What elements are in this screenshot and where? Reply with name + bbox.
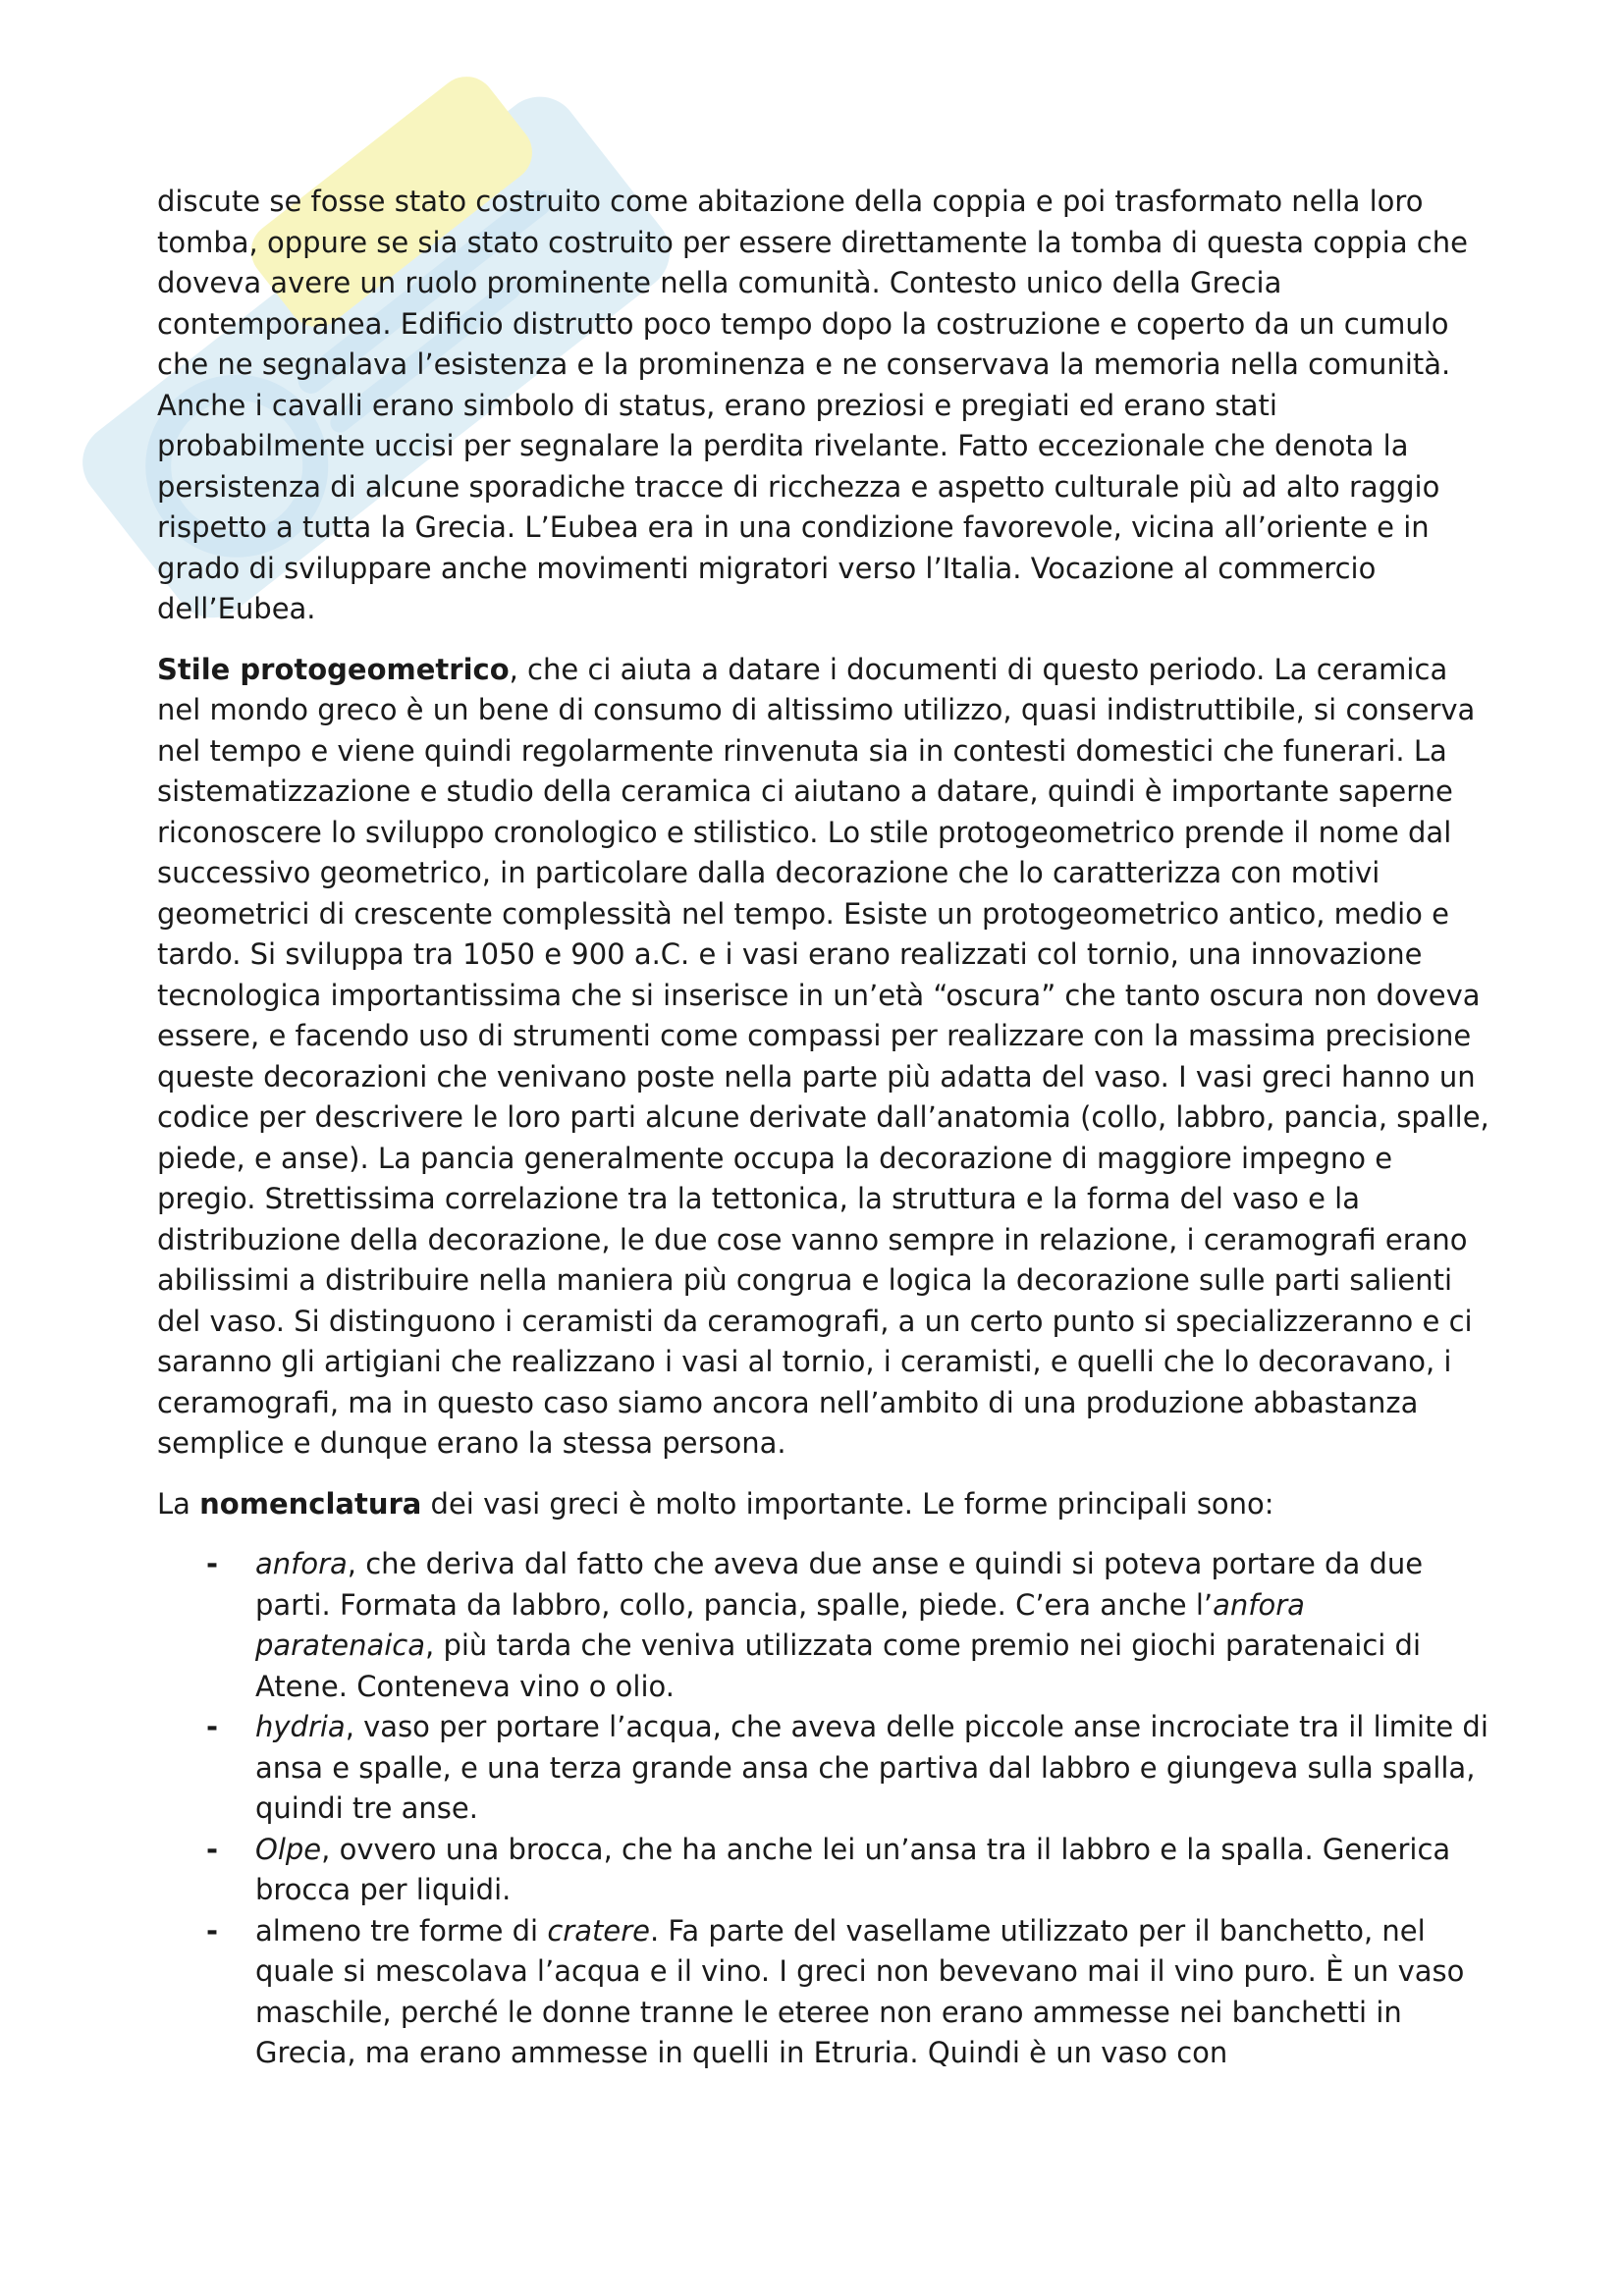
term-anfora: anfora <box>255 1547 348 1580</box>
item-text: , che deriva dal fatto che aveva due anse e quindi si poteva portare da due parti. Formata da labbro, collo, pancia, spalle, piede. C’era anche l’ <box>255 1547 1424 1622</box>
bullet-dash: - <box>206 1832 219 1866</box>
bullet-dash: - <box>206 1913 219 1948</box>
bullet-dash: - <box>206 1710 219 1743</box>
item-text: . Fa parte del vasellame utilizzato per il banchetto, nel quale si mescolava l’acqua e il vino. I greci non bevevano mai il vino puro. È un vaso maschile, perché le donne tranne le eteree non erano ammesse nei banchetti in Grecia, ma erano ammesse in quelli in Etruria. Quindi è un vaso con <box>255 1913 1465 2069</box>
term-olpe: Olpe <box>255 1832 322 1866</box>
nomenclatura-pre: La <box>157 1486 200 1521</box>
list-item-anfora <box>157 1544 1492 1707</box>
heading-nomenclatura: nomenclatura <box>199 1486 422 1521</box>
vase-forms-list <box>157 1544 1492 2074</box>
paragraph-stile-protogeometrico <box>157 650 1492 1465</box>
paragraph-stile-text: , che ci aiuta a datare i documenti di questo periodo. La ceramica nel mondo greco è un bene di consumo di altissimo utilizzo, quasi indistruttibile, si conserva nel tempo e viene quindi regolarmente rinvenuta sia in contesti domestici che funerari. La sistematizzazione e studio della ceramica ci aiutano a datare, quindi è importante saperne riconoscere lo sviluppo cronologico e stilistico. Lo stile protogeometrico prende il nome dal successivo geometrico, in particolare dalla decorazione che lo caratterizza con motivi geometrici di crescente complessità nel tempo. Esiste un protogeometrico antico, medio e tardo. Si sviluppa tra 1050 e 900 a.C. e i vasi erano realizzati col tornio, una innovazione tecnologica importantissima che si inserisce in un’età “oscura” che tanto oscura non doveva essere, e facendo uso di strumenti come compassi per realizzare con la massima precisione queste decorazioni che venivano poste nella parte più adatta del vaso. I vasi greci hanno un codice per descrivere le loro parti alcune derivate dall’anatomia (collo, labbro, pancia, spalle, piede, e anse). La pancia generalmente occupa la decorazione di maggiore impegno e pregio. Strettissima correlazione tra la tettonica, la struttura e la forma del vaso e la distribuzione della decorazione, le due cose vanno sempre in relazione, i ceramografi erano abilissimi a distribuire nella maniera più congrua e logica la decorazione sulle parti salienti del vaso. Si distinguono i ceramisti da ceramografi, a un certo punto si specializzeranno e ci saranno gli artigiani che realizzano i vasi al tornio, i ceramisti, e quelli che lo decoravano, i ceramografi, ma in questo caso siamo ancora nell’ambito di una produzione abbastanza semplice e dunque erano la stessa persona. <box>157 652 1489 1460</box>
paragraph-tomba: discute se fosse stato costruito come abitazione della coppia e poi trasformato nella loro tomba, oppure se sia stato costruito per essere direttamente la tomba di questa coppia che doveva avere un ruolo prominente nella comunità. Contesto unico della Grecia contemporanea. Edificio distrutto poco tempo dopo la costruzione e coperto da un cumulo che ne segnalava l’esistenza e la prominenza e ne conservava la memoria nella comunità. Anche i cavalli erano simbolo di status, erano preziosi e pregiati ed erano stati probabilmente uccisi per segnalare la perdita rivelante. Fatto eccezionale che denota la persistenza di alcune sporadiche tracce di ricchezza e aspetto culturale più ad alto raggio rispetto a tutta la Grecia. L’Eubea era in una condizione favorevole, vicina all’oriente e in grado di sviluppare anche movimenti migratori verso l’Italia. Vocazione al commercio dell’Eubea. <box>157 185 1468 625</box>
item-text: almeno tre forme di <box>255 1913 548 1948</box>
bullet-dash: - <box>206 1547 219 1580</box>
term-anfora-paratenaica: anfora paratenaica <box>255 1587 1305 1662</box>
nomenclatura-text: dei vasi greci è molto importante. Le forme principali sono: <box>421 1486 1274 1521</box>
term-hydria: hydria <box>255 1710 346 1743</box>
item-text: , vaso per portare l’acqua, che aveva delle piccole anse incrociate tra il limite di ansa e spalle, e una terza grande ansa che partiva dal labbro e giungeva sulla spalla, quindi tre anse. <box>255 1710 1488 1825</box>
list-item-hydria <box>157 1707 1492 1830</box>
list-item-olpe <box>157 1830 1492 1911</box>
item-text: , più tarda che veniva utilizzata come premio nei giochi paratenaici di Atene. Conteneva vino o olio. <box>255 1629 1422 1703</box>
document-body <box>157 182 1492 2074</box>
list-item-cratere <box>157 1911 1492 2074</box>
paragraph-nomenclatura <box>157 1484 1492 1525</box>
heading-stile-protogeometrico: Stile protogeometrico <box>157 652 510 686</box>
term-cratere: cratere <box>547 1913 650 1948</box>
item-text: , ovvero una brocca, che ha anche lei un’ansa tra il labbro e la spalla. Generica brocca per liquidi. <box>255 1832 1451 1906</box>
